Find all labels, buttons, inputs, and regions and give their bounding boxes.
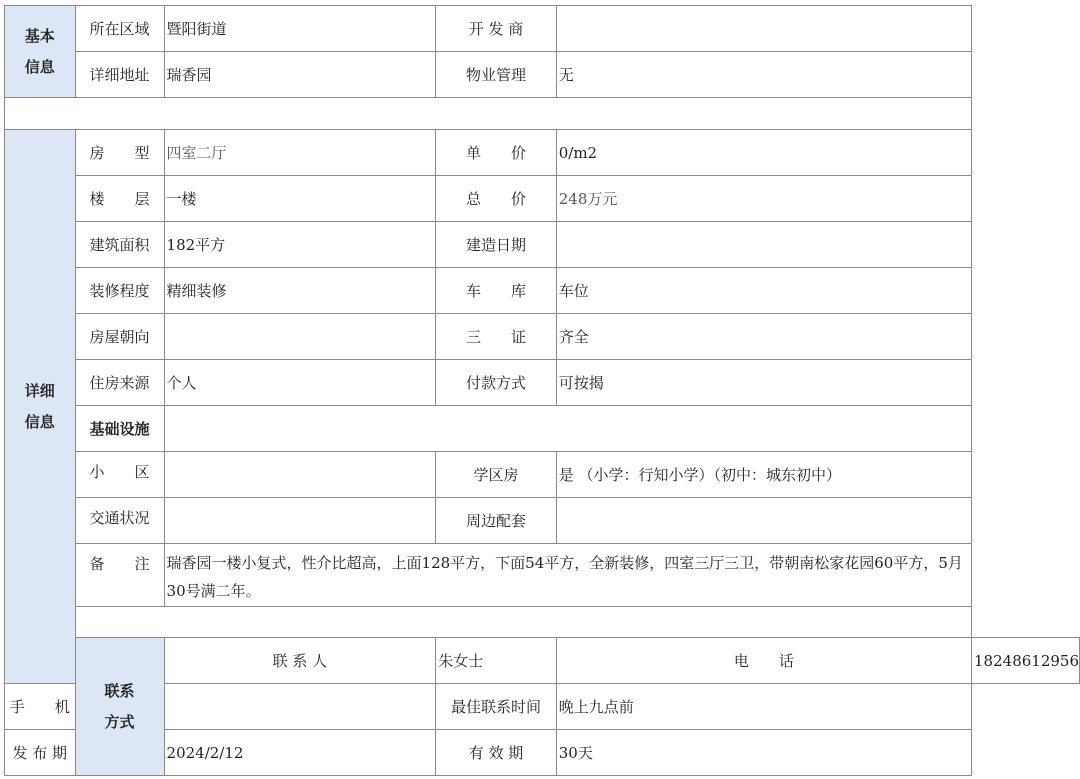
field-label: 房屋朝向 xyxy=(75,314,164,360)
section-basic-info xyxy=(5,6,76,98)
field-value: 248万元 xyxy=(556,176,971,222)
field-value xyxy=(556,222,971,268)
field-value: 0/m2 xyxy=(556,130,971,176)
field-value: 无 xyxy=(556,52,971,98)
field-label: 建造日期 xyxy=(436,222,557,268)
field-label: 车 库 xyxy=(436,268,557,314)
section-contact-info-label: 联系 方式 xyxy=(104,681,135,731)
field-label: 最佳联系时间 xyxy=(436,684,557,730)
field-label: 建筑面积 xyxy=(75,222,164,268)
facilities-value xyxy=(164,406,971,452)
field-value xyxy=(164,684,436,730)
field-value: 四室二厅 xyxy=(164,130,436,176)
field-label: 三 证 xyxy=(436,314,557,360)
section-detail-info xyxy=(5,130,76,684)
field-label: 电 话 xyxy=(556,638,971,684)
section-detail-info-label: 详细 信息 xyxy=(24,381,55,431)
field-label: 房 型 xyxy=(75,130,164,176)
field-label: 开 发 商 xyxy=(436,6,557,52)
section-basic-info-label: 基本 信息 xyxy=(24,26,55,76)
field-label: 楼 层 xyxy=(75,176,164,222)
remark-value: 瑞香园一楼小复式，性介比超高，上面128平方，下面54平方，全新装修，四室三厅三卫，带朝南松家花园60平方，5月30号满二年。 xyxy=(164,544,971,607)
field-value: 朱女士 xyxy=(436,638,557,684)
field-label: 有 效 期 xyxy=(436,730,557,776)
field-value: 精细装修 xyxy=(164,268,436,314)
field-label: 住房来源 xyxy=(75,360,164,406)
field-value: 车位 xyxy=(556,268,971,314)
field-label: 发 布 期 xyxy=(5,730,76,776)
community-label: 小 区 xyxy=(75,452,164,498)
field-value: 瑞香园 xyxy=(164,52,436,98)
traffic-label: 交通状况 xyxy=(75,498,164,544)
field-value: 182平方 xyxy=(164,222,436,268)
phone-value: 18248612956 xyxy=(972,638,1080,684)
field-value xyxy=(556,6,971,52)
field-label: 联 系 人 xyxy=(164,638,436,684)
field-value: 齐全 xyxy=(556,314,971,360)
section-contact-info xyxy=(75,638,164,776)
field-value xyxy=(164,314,436,360)
field-value: 一楼 xyxy=(164,176,436,222)
listing-table xyxy=(4,5,1080,776)
section-spacer xyxy=(5,98,972,130)
field-value: 暨阳街道 xyxy=(164,6,436,52)
community-value xyxy=(164,452,436,498)
surroundings-value xyxy=(556,498,971,544)
field-value: 个人 xyxy=(164,360,436,406)
remark-label: 备 注 xyxy=(75,544,164,607)
school-district-label: 学区房 xyxy=(436,452,557,498)
field-value: 2024/2/12 xyxy=(164,730,436,776)
surroundings-label: 周边配套 xyxy=(436,498,557,544)
field-label: 手 机 xyxy=(5,684,76,730)
field-label: 物业管理 xyxy=(436,52,557,98)
field-label: 详细地址 xyxy=(75,52,164,98)
facilities-label: 基础设施 xyxy=(75,406,164,452)
field-value: 可按揭 xyxy=(556,360,971,406)
detail-spacer xyxy=(75,607,971,638)
traffic-value xyxy=(164,498,436,544)
school-district-value: 是 （小学：行知小学）（初中：城东初中） xyxy=(556,452,971,498)
field-value: 晚上九点前 xyxy=(556,684,971,730)
field-value: 30天 xyxy=(556,730,971,776)
field-label: 单 价 xyxy=(436,130,557,176)
field-label: 装修程度 xyxy=(75,268,164,314)
field-label: 付款方式 xyxy=(436,360,557,406)
field-label: 总 价 xyxy=(436,176,557,222)
field-label: 所在区域 xyxy=(75,6,164,52)
